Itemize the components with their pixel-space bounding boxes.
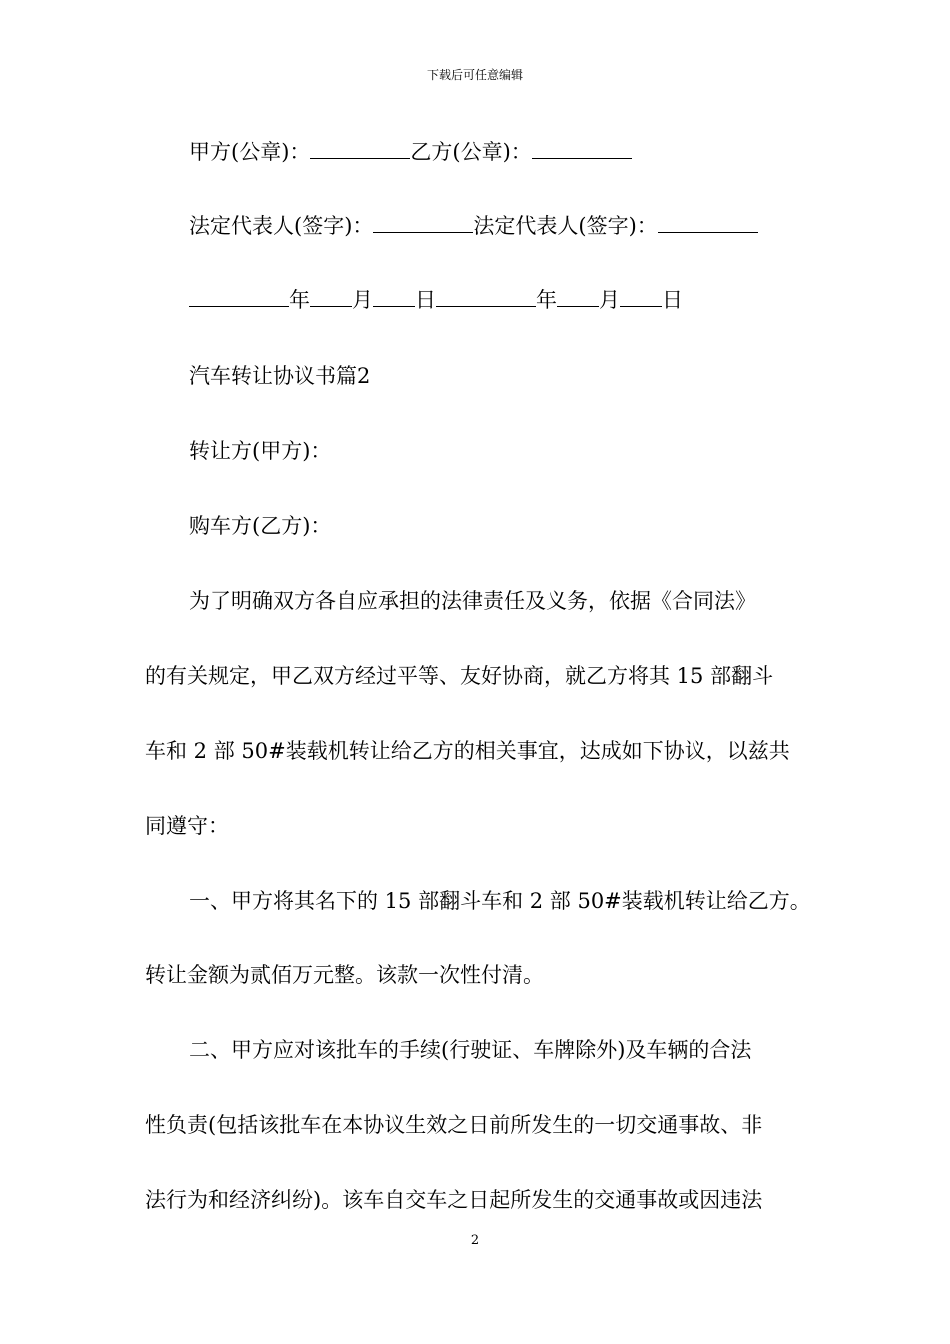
party-b-seal-blank bbox=[532, 138, 632, 159]
year-a-label: 年 bbox=[289, 288, 310, 312]
seal-line bbox=[189, 137, 632, 167]
clause-one-line: 转让金额为贰佰万元整。该款一次性付清。 bbox=[145, 963, 544, 987]
party-b-seal-label: 乙方(公章)： bbox=[410, 140, 532, 164]
rep-a-label: 法定代表人(签字)： bbox=[189, 214, 374, 238]
rep-b-blank bbox=[658, 212, 758, 233]
buyer-label: 购车方(乙方)： bbox=[189, 514, 332, 538]
header-note: 下载后可任意编辑 bbox=[426, 68, 523, 82]
paragraph-line: 同遵守： bbox=[145, 814, 229, 838]
representative-line bbox=[189, 211, 758, 241]
day-a-label: 日 bbox=[415, 288, 436, 312]
year-a-blank bbox=[189, 286, 289, 307]
day-b-label: 日 bbox=[662, 288, 683, 312]
day-a-blank bbox=[373, 286, 415, 307]
paragraph-line: 为了明确双方各自应承担的法律责任及义务，依据《合同法》 bbox=[189, 589, 756, 613]
clause-two-line: 二、甲方应对该批车的手续(行驶证、车牌除外)及车辆的合法 bbox=[189, 1038, 752, 1062]
paragraph-line: 车和 2 部 50#装载机转让给乙方的相关事宜，达成如下协议，以兹共 bbox=[145, 739, 790, 763]
clause-two-line: 性负责(包括该批车在本协议生效之日前所发生的一切交通事故、非 bbox=[145, 1113, 763, 1137]
day-b-blank bbox=[620, 286, 662, 307]
year-b-label: 年 bbox=[536, 288, 557, 312]
clause-one-line: 一、甲方将其名下的 15 部翻斗车和 2 部 50#装载机转让给乙方。 bbox=[189, 889, 811, 913]
transferor-label: 转让方(甲方)： bbox=[189, 439, 332, 463]
party-a-seal-label: 甲方(公章)： bbox=[189, 140, 311, 164]
clause-two-line: 法行为和经济纠纷)。该车自交车之日起所发生的交通事故或因违法 bbox=[145, 1188, 763, 1212]
page-number: 2 bbox=[470, 1233, 480, 1248]
month-a-label: 月 bbox=[352, 288, 373, 312]
date-line bbox=[189, 285, 683, 315]
party-a-seal-blank bbox=[310, 138, 410, 159]
rep-a-blank bbox=[373, 212, 473, 233]
section-title: 汽车转让协议书篇2 bbox=[189, 364, 371, 388]
year-b-blank bbox=[436, 286, 536, 307]
rep-b-label: 法定代表人(签字)： bbox=[473, 214, 658, 238]
paragraph-line: 的有关规定，甲乙双方经过平等、友好协商，就乙方将其 15 部翻斗 bbox=[145, 664, 774, 688]
month-b-blank bbox=[557, 286, 599, 307]
month-a-blank bbox=[310, 286, 352, 307]
month-b-label: 月 bbox=[599, 288, 620, 312]
